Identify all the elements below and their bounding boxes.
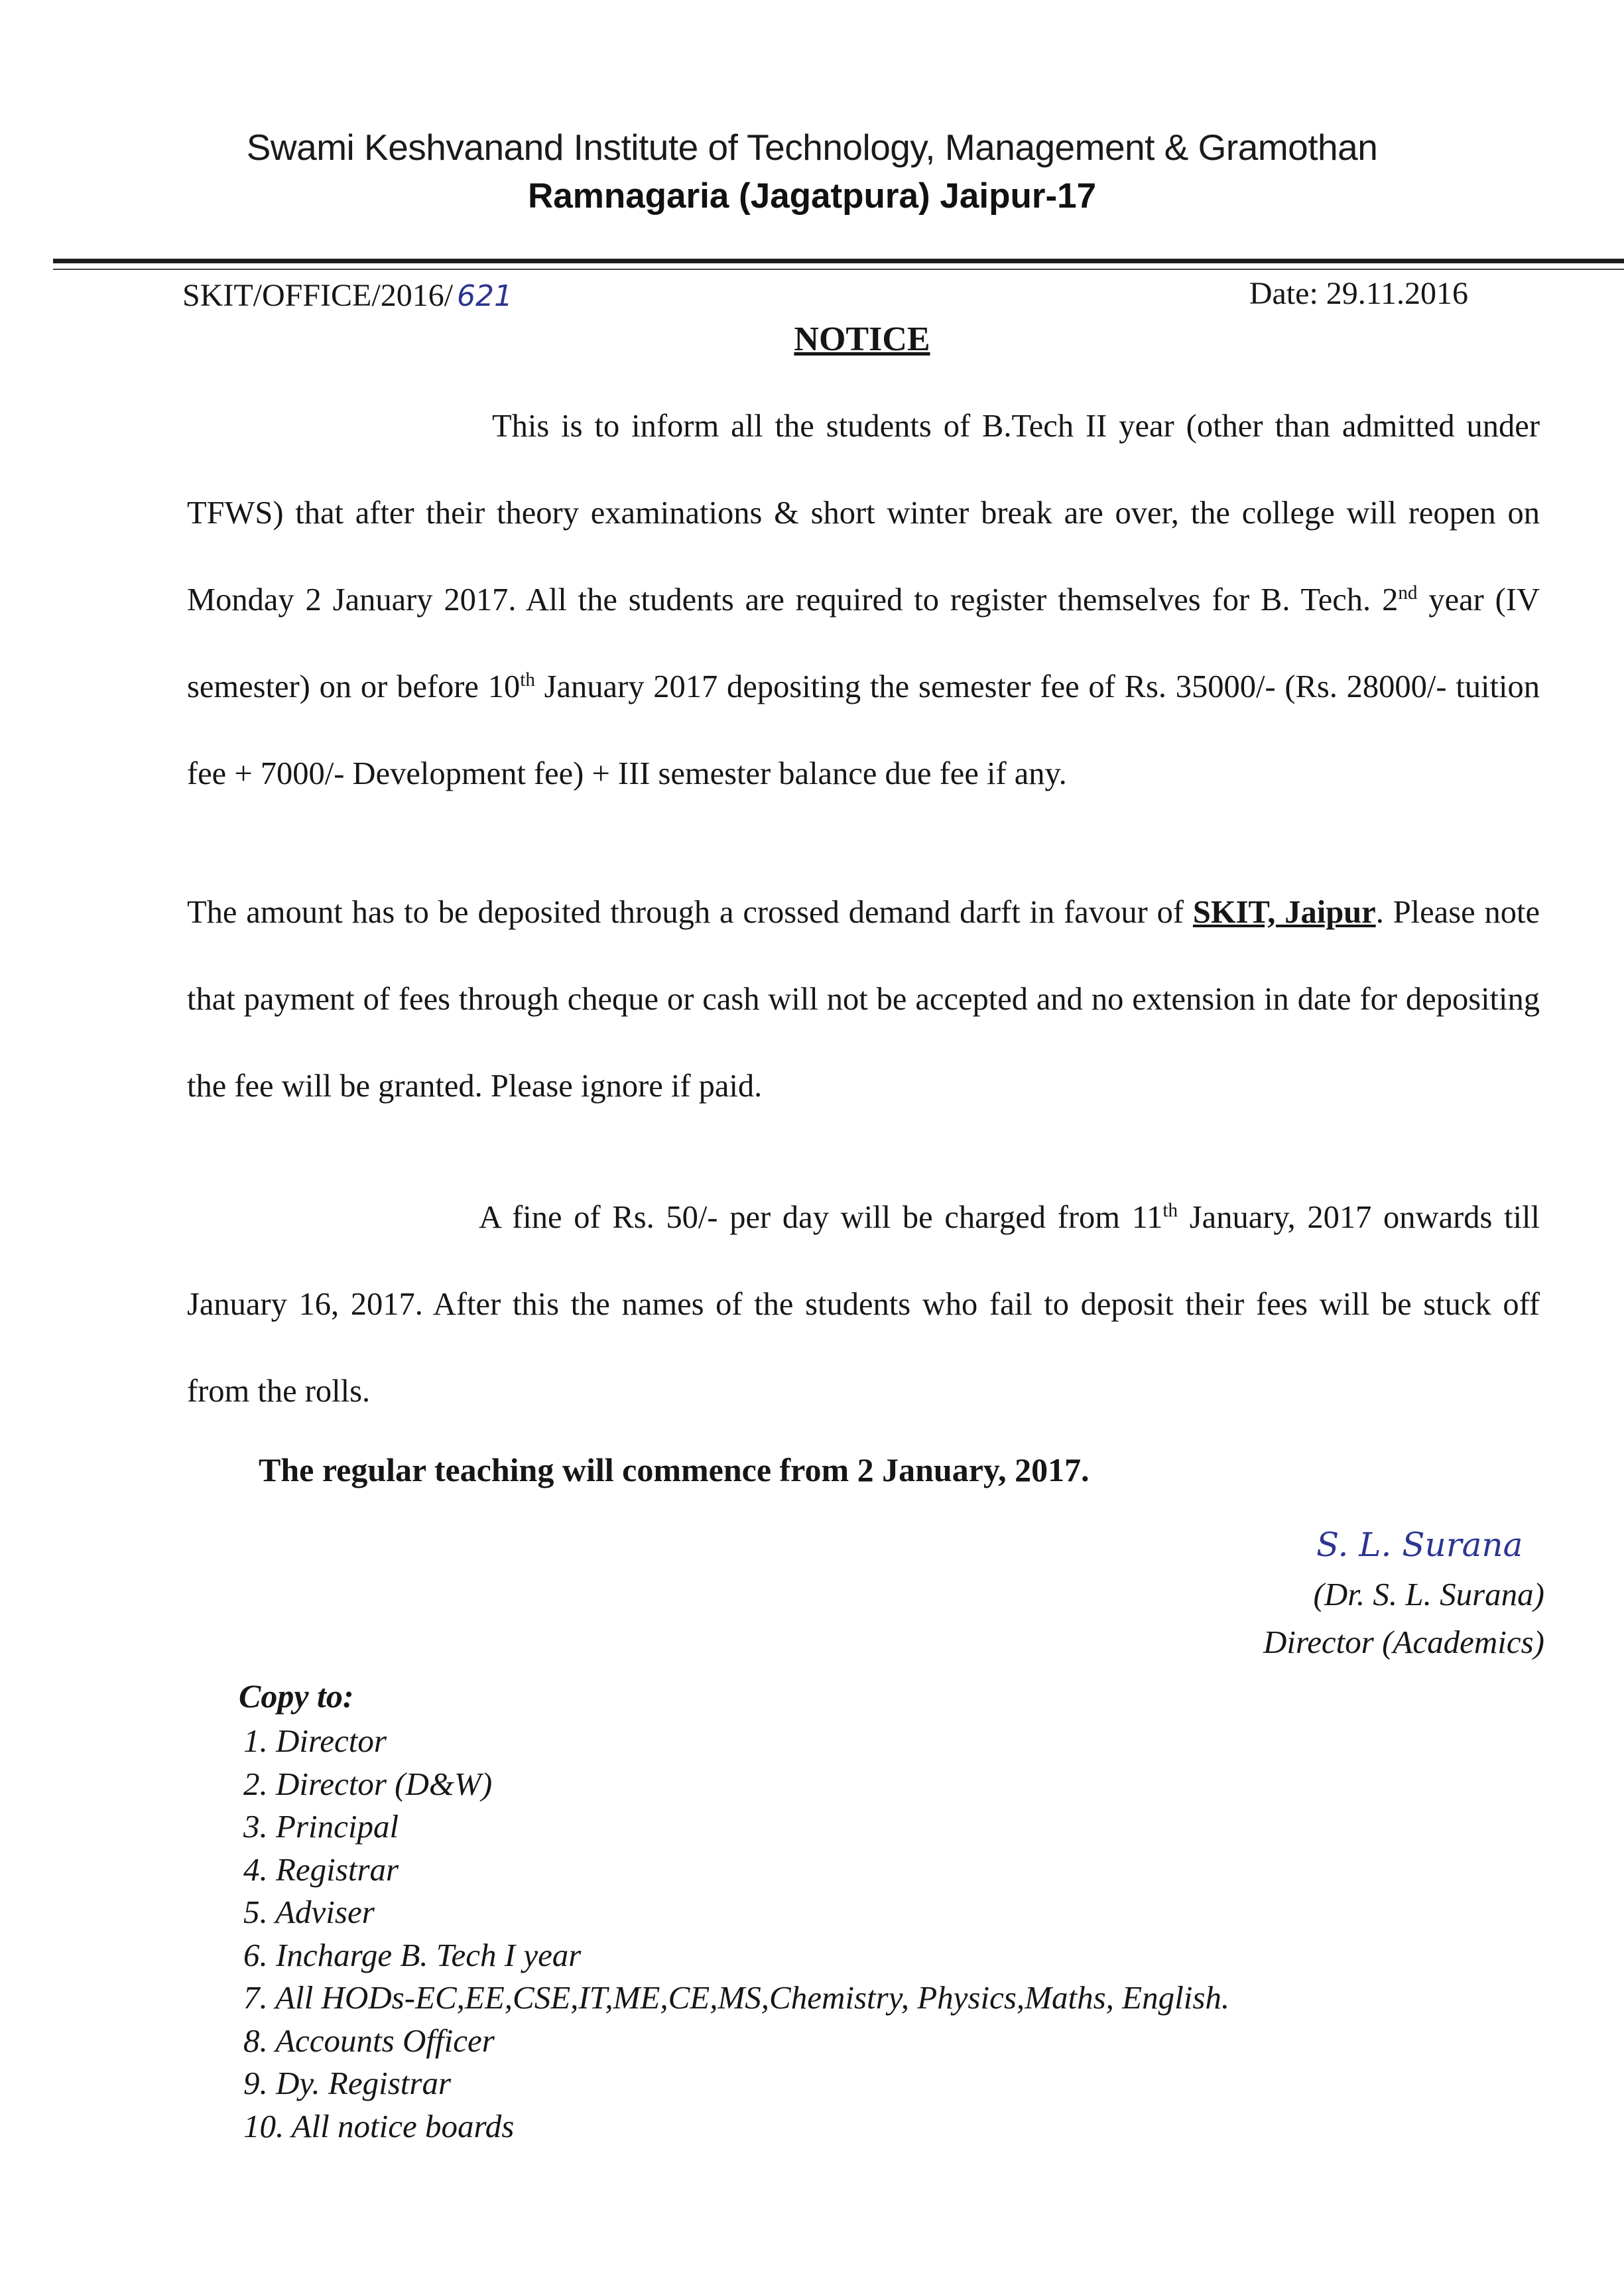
reference-handwritten: 621 xyxy=(457,279,513,313)
signatory-name: (Dr. S. L. Surana) xyxy=(1313,1576,1544,1612)
copy-to-list xyxy=(243,1720,1229,2148)
signatory-title: Director (Academics) xyxy=(1263,1624,1544,1660)
notice-title: NOTICE xyxy=(794,320,930,358)
superscript: nd xyxy=(1398,582,1418,604)
copy-to-item: 9. Dy. Registrar xyxy=(243,2065,452,2101)
paragraph-payment xyxy=(187,869,1540,1130)
paragraph-fine xyxy=(187,1174,1540,1435)
paragraph-text: January, 2017 onwards till January 16, 2017. After this the names of the students who fail to deposit their fees will be stuck off from the rolls. xyxy=(187,1200,1540,1409)
paragraph-text: year (IV semester) on or before 10 xyxy=(187,582,1540,704)
payee-name: SKIT, Jaipur xyxy=(1192,895,1376,930)
paragraph-text: The amount has to be deposited through a crossed demand darft in favour of xyxy=(187,895,1193,930)
institute-address: Ramnagaria (Jagatpura) Jaipur-17 xyxy=(527,176,1097,216)
paragraph-registration xyxy=(187,383,1540,817)
copy-to-item: 4. Registrar xyxy=(243,1851,399,1888)
copy-to-heading: Copy to: xyxy=(239,1677,354,1715)
copy-to-item: 3. Principal xyxy=(243,1808,399,1845)
commence-statement: The regular teaching will commence from 2 January, 2017. xyxy=(259,1451,1090,1488)
notice-date: Date: 29.11.2016 xyxy=(1249,276,1468,311)
copy-to-item: 7. All HODs-EC,EE,CSE,IT,ME,CE,MS,Chemistry, Physics,Maths, English. xyxy=(243,1979,1230,2016)
institute-name: Swami Keshvanand Institute of Technology, Management & Gramothan xyxy=(246,127,1378,168)
copy-to-item: 2. Director (D&W) xyxy=(243,1765,493,1802)
paragraph-text: This is to inform all the students of B.Tech II year (other than admitted under TFWS) that after their theory examinations & short winter break are over, the college will reopen on Monday 2 January 2017. All the students are required to register themselves for B. Tech. 2 xyxy=(187,409,1540,618)
reference-printed: SKIT/OFFICE/2016/ xyxy=(182,278,454,313)
copy-to-item: 8. Accounts Officer xyxy=(243,2022,495,2059)
signature-handwritten: S. L. Surana xyxy=(1316,1526,1523,1564)
reference-number xyxy=(182,277,513,314)
header-rule xyxy=(53,259,1624,263)
paragraph-text: A fine of Rs. 50/- per day will be charged from 11 xyxy=(479,1200,1163,1235)
copy-to-item: 1. Director xyxy=(243,1723,387,1759)
paragraph-text: . Please note that payment of fees through cheque or cash will not be accepted and no extension in date for depositing the fee will be granted. Please ignore if paid. xyxy=(187,895,1540,1104)
copy-to-item: 5. Adviser xyxy=(243,1894,375,1930)
paragraph-text: January 2017 depositing the semester fee of Rs. 35000/- (Rs. 28000/- tuition fee + 7000/- Development fee) + III semester balance due fee if any. xyxy=(187,669,1540,791)
copy-to-item: 10. All notice boards xyxy=(243,2107,515,2144)
superscript: th xyxy=(1162,1199,1178,1221)
copy-to-item: 6. Incharge B. Tech I year xyxy=(243,1936,582,1973)
superscript: th xyxy=(520,669,535,690)
header-rule-thin xyxy=(53,269,1624,270)
